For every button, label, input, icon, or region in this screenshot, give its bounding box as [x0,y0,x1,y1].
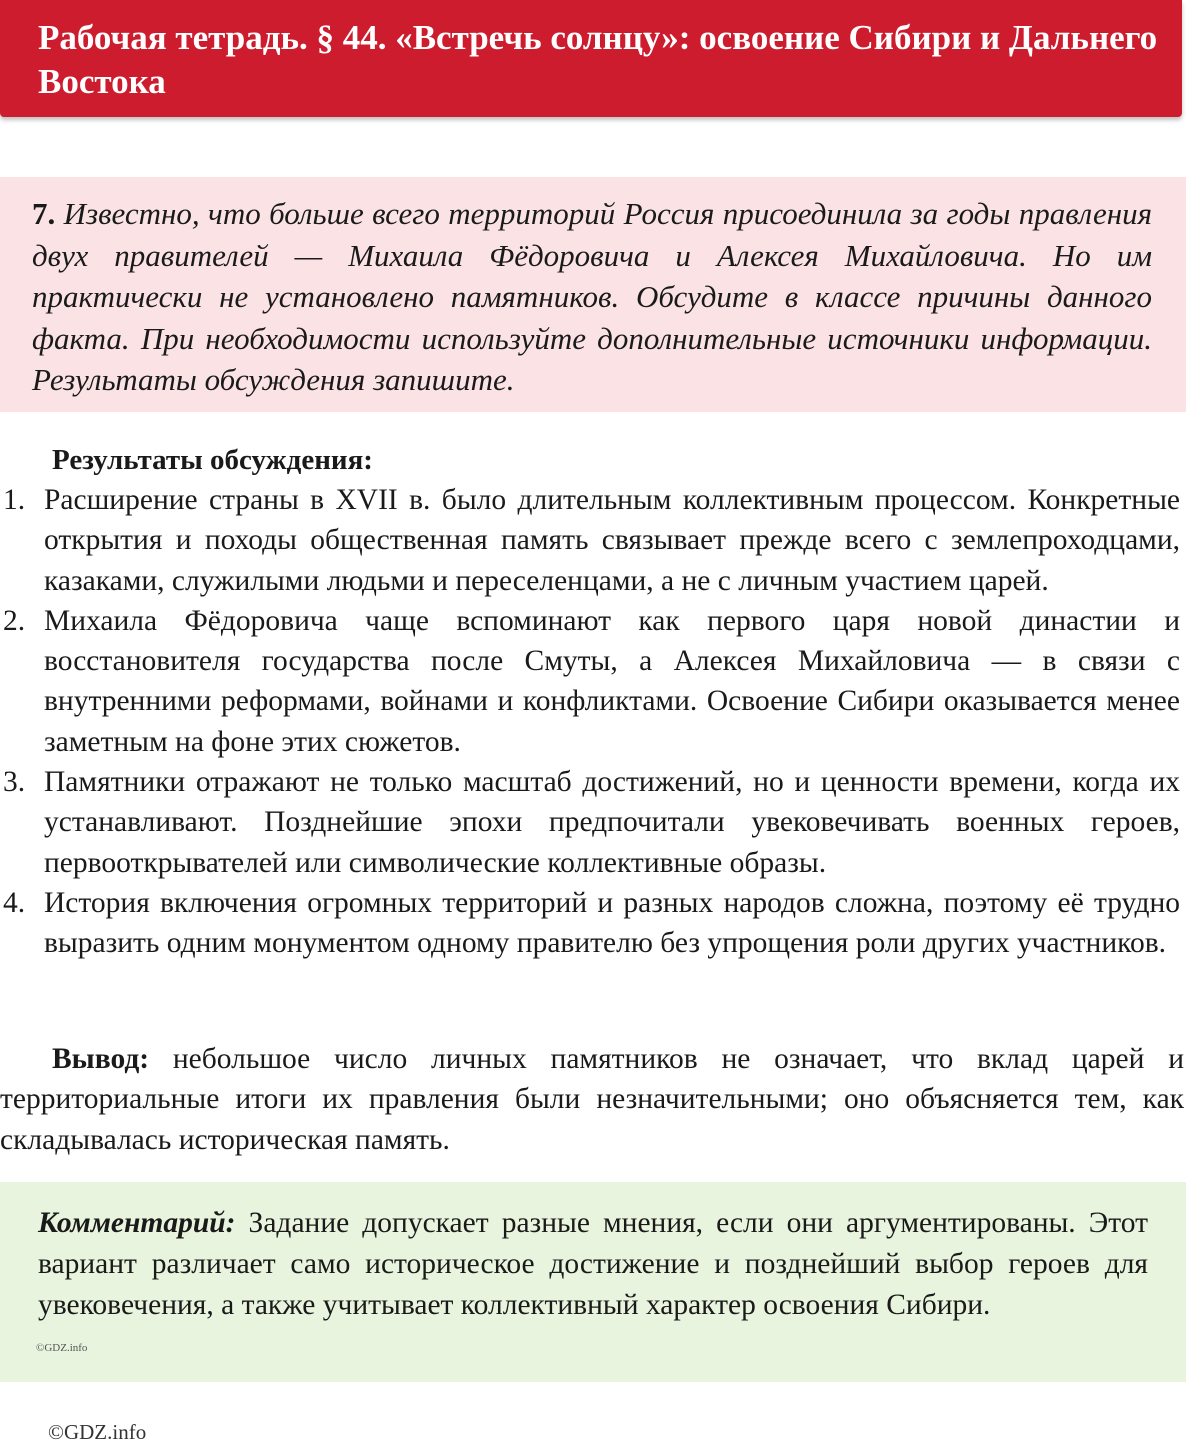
conclusion-text: небольшое число личных памятников не означает, что вклад царей и территориальные итоги их правления были незначительными; оно объясняется тем, как складывалась историческая память. [0,1043,1184,1156]
comment-body: Задание допускает разные мнения, если они аргументированы. Этот вариант различает само историческое достижение и позднейший выбор героев для увековечения, а также учитывает коллективный характер освоения Сибири. [38,1207,1148,1321]
task-text [32,193,1152,401]
task-number: 7. [32,196,56,231]
list-item-number: 1. [3,484,26,516]
list-item-text: Памятники отражают не только масштаб достижений, но и ценности времени, когда их устанавливают. Позднейшие эпохи предпочитали увековечивать военных героев, первооткрывателей или символические коллективные образы. [44,766,1180,879]
list-item [0,601,1180,762]
comment-text [38,1203,1148,1326]
conclusion-label: Вывод: [52,1043,150,1075]
page-title: Рабочая тетрадь. § 44. «Встречь солнцу»: освоение Сибири и Дальнего Востока [38,18,1158,101]
list-item-number: 4. [3,886,26,919]
conclusion [0,1039,1184,1160]
list-item-text: Расширение страны в XVII в. было длительным коллективным процессом. Конкретные открытия и походы общественная память связывает прежде всего с землепроходцами, казаками, служилыми людьми и переселенцами, а не с личным участием царей. [44,484,1180,597]
results-list [0,480,1186,964]
watermark-small: ©GDZ.info [36,1342,88,1354]
list-item [0,883,1180,964]
list-item-number: 2. [3,604,26,637]
list-item-text: История включения огромных территорий и разных народов сложна, поэтому её трудно выразить одним монументом одному правителю без упрощения роли других участников. [44,886,1180,960]
list-item-text: Михаила Фёдоровича чаще вспоминают как первого царя новой династии и восстановителя государства после Смуты, а Алексея Михайловича — в связи с внутренними реформами, войнами и конфликтами. Освоение Сибири оказывается менее заметным на фоне этих сюжетов. [44,604,1180,758]
list-item-number: 3. [3,766,26,799]
page-header [0,0,1182,117]
results-heading: Результаты обсуждения: [52,444,373,476]
task-body: Известно, что больше всего территорий Россия присоединила за годы правления двух правителей — Михаила Фёдоровича и Алексея Михайловича. Но им практически не установлено памятников. Обсудите в классе причины данного факта. При необходимости используйте дополнительные источники информации. Результаты обсуждения запишите. [32,196,1152,397]
list-item [0,762,1180,883]
list-item [0,480,1180,601]
watermark-footer: ©GDZ.info [48,1420,147,1444]
comment-label: Комментарий: [38,1207,236,1239]
